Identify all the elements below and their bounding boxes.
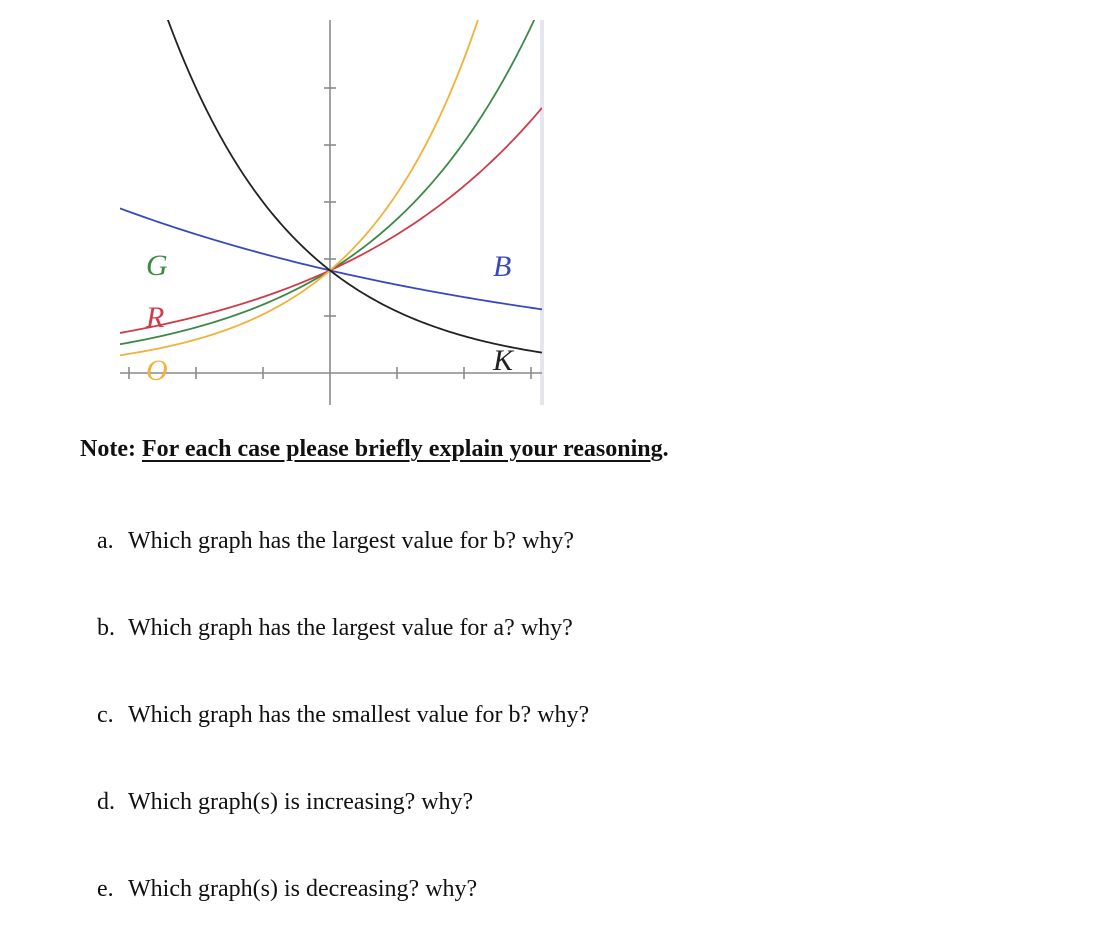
question-text: Which graph(s) is increasing? why? xyxy=(128,789,474,815)
question-text: Which graph(s) is decreasing? why? xyxy=(128,876,478,902)
question-a xyxy=(97,528,574,555)
question-text: Which graph has the smallest value for b? why? xyxy=(128,702,590,728)
series-G-label: G xyxy=(146,249,168,282)
question-text: Which graph has the largest value for b? why? xyxy=(128,528,575,554)
series-B-label: B xyxy=(493,250,512,283)
series-O-line xyxy=(120,0,542,355)
note-prefix: Note: xyxy=(80,436,142,462)
question-text: Which graph has the largest value for a? why? xyxy=(128,615,573,641)
question-c xyxy=(97,702,589,729)
note-suffix: . xyxy=(662,436,669,462)
note xyxy=(80,436,669,463)
series-K-label: K xyxy=(493,344,514,377)
note-emphasis: For each case please briefly explain your reasoning xyxy=(141,436,663,462)
question-letter: a. xyxy=(97,528,114,554)
question-d xyxy=(97,789,473,816)
question-letter: e. xyxy=(97,876,114,902)
question-letter: b. xyxy=(97,615,115,641)
curves xyxy=(120,0,542,355)
series-R-label: R xyxy=(146,301,165,334)
question-letter: d. xyxy=(97,789,115,815)
question-b xyxy=(97,615,573,642)
series-O-label: O xyxy=(146,354,168,387)
exponential-graph xyxy=(0,0,560,420)
question-e xyxy=(97,876,477,903)
question-letter: c. xyxy=(97,702,114,728)
